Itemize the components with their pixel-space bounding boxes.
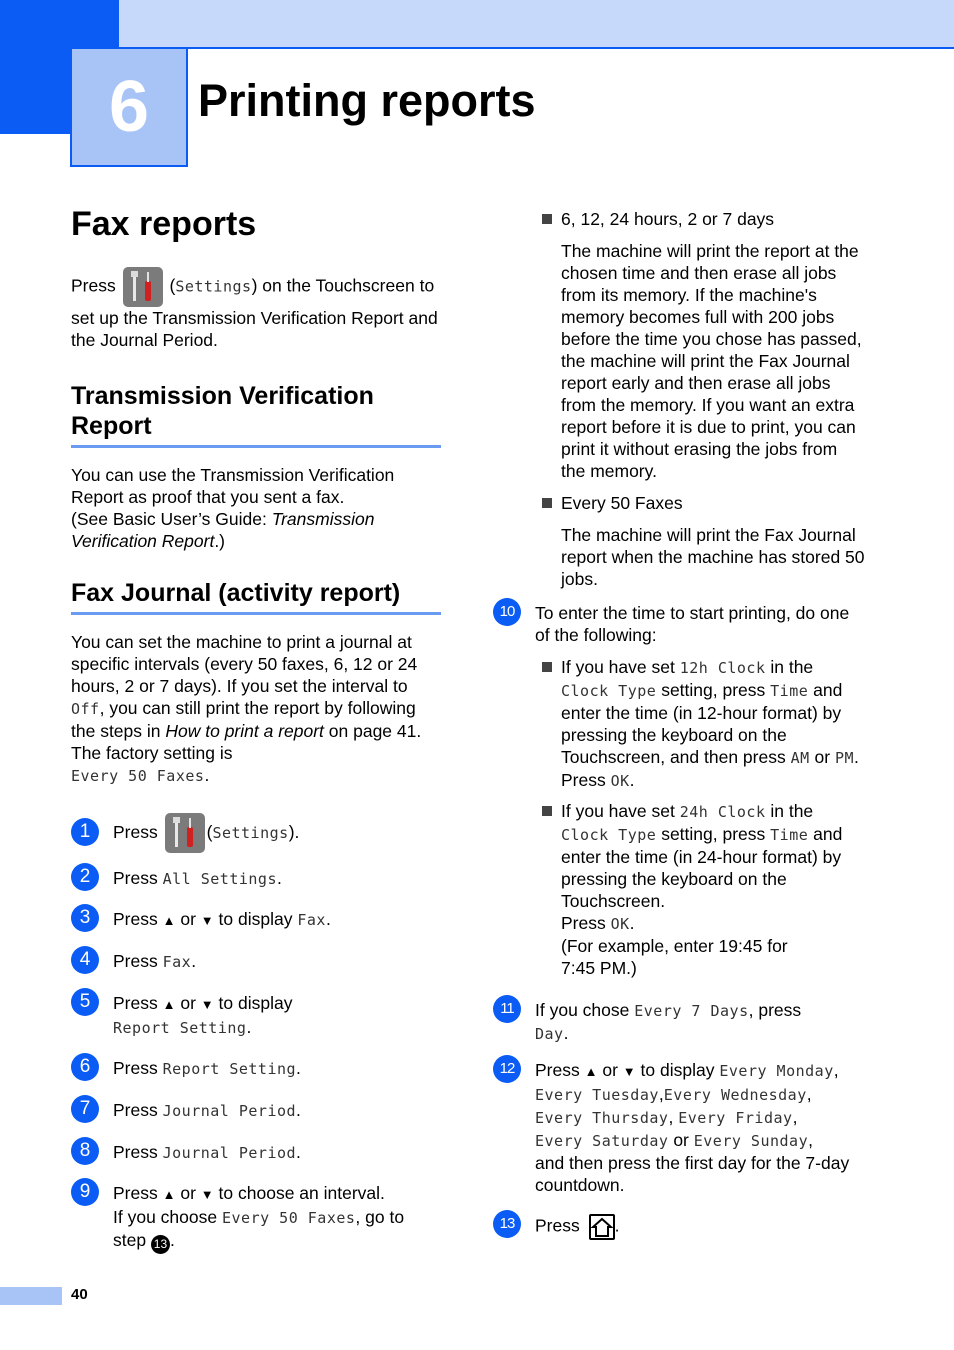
step-text: To enter the time to start printing, do one of the following: [535,603,850,645]
intro-press: Press [71,275,116,296]
step-1: 1 Press (Settings). [71,813,441,853]
t: If you have set [561,801,675,821]
bullet-title: 6, 12, 24 hours, 2 or 7 days [561,209,775,229]
journal-text-b: , you can still print the report by following the steps in [71,698,416,741]
code: Every Wednesday [663,1086,807,1104]
settings-icon [165,813,205,853]
bullet-title: Every 50 Faxes [561,493,683,513]
steps-right [493,602,865,1240]
step-code: Every 50 Faxes [221,1209,356,1228]
page-number: 40 [71,1286,88,1303]
chapter-title: Printing reports [198,75,536,126]
t: , [658,1084,664,1104]
tvr-text2-italic: Transmission Verification Report [71,509,375,551]
step-code: Fax [162,953,192,972]
step-number: 13 [493,1210,521,1238]
bullet-12h [542,656,865,792]
step-8 [71,1141,441,1164]
step-end: . [325,909,331,930]
t: and then press the first day for the 7-day countdown. [535,1153,850,1195]
t: Press [535,1060,580,1080]
step-text: Press [113,822,158,842]
intro-rest1: on the Touchscreen [262,275,415,296]
step-end: ). [288,822,300,842]
chapter-number: 6 [108,67,150,147]
step-or: or [180,993,196,1014]
step-2 [71,867,441,890]
t: , press [748,1000,802,1020]
code: AM [790,749,810,767]
step-number: 1 [71,818,99,846]
t: or [602,1060,618,1080]
code: OK [610,915,630,933]
code: Day [535,1025,564,1043]
journal-factory: Every 50 Faxes [71,767,205,785]
up-arrow-icon: ▲ [162,913,176,929]
step-number: 10 [493,598,521,626]
clock-bullets [542,656,865,979]
step-to: to display [218,993,293,1014]
step-text: Press [113,951,158,972]
section-title: Fax reports [71,205,257,243]
step-or: or [180,909,196,930]
code: Every Sunday [693,1132,809,1150]
step-6 [71,1057,441,1080]
left-column [71,203,441,1254]
step-code: Report Setting [113,1019,247,1038]
step-text: Press [113,1058,158,1079]
step-number: 8 [71,1137,99,1165]
down-arrow-icon: ▼ [200,1187,214,1203]
code: OK [610,772,630,790]
code: Clock Type [561,826,657,844]
down-arrow-icon: ▼ [200,997,214,1013]
t: to display [640,1060,715,1080]
intro-paragraph: Press (Settings) on the Touchscreen to set up the Transmission Verification Report and the Journal Period. [71,267,441,351]
t: Press [535,1215,580,1236]
bullet-24h [542,800,865,979]
step-number: 11 [493,995,521,1023]
step-12 [493,1059,865,1196]
step-9 [71,1182,441,1254]
down-arrow-icon: ▼ [622,1064,636,1079]
step-code: Report Setting [162,1060,297,1079]
step-end: . [246,1017,252,1038]
t: . [614,1215,620,1236]
t: , [668,1107,674,1127]
t: and enter the time (in 24-hour format) by pressing the keyboard on the Touchscreen. [561,824,843,911]
step-4 [71,950,441,973]
t: Press [561,913,606,933]
step-10 [493,602,865,979]
step-text: Press [113,868,158,889]
step-text: Press [113,1100,158,1121]
step-end: . [296,1058,301,1079]
t: If you chose [535,1000,630,1020]
step-line2b: , go to [355,1207,405,1228]
journal-paragraph [71,631,441,787]
code: Every Friday [678,1109,793,1127]
step-line2a: If you choose [113,1207,218,1228]
step-code: Journal Period [162,1102,297,1121]
step-code: Settings [212,824,289,842]
step-number: 4 [71,946,99,974]
step-number: 2 [71,863,99,891]
step-end: . [276,868,282,889]
t: in the [770,657,814,677]
code: Clock Type [561,682,657,700]
t: or [673,1130,689,1150]
header-light-band [119,0,954,49]
t: If you have set [561,657,675,677]
t: setting, press [661,824,766,844]
t: (For example, enter 19:45 for [561,936,788,956]
step-13 [493,1214,865,1240]
tvr-text2-end: .) [214,531,226,551]
step-number: 3 [71,904,99,932]
step-code: Journal Period [162,1144,297,1163]
t: setting, press [661,680,766,700]
tvr-paragraph [71,464,441,552]
up-arrow-icon: ▲ [162,1187,176,1203]
home-icon [589,1214,615,1240]
t: . [629,913,635,933]
intro-settings-label: Settings [175,277,252,296]
step-number: 7 [71,1095,99,1123]
chapter-number-box [70,49,188,167]
step-ref-badge: 13 [151,1235,170,1254]
step-number: 6 [71,1053,99,1081]
code: 12h Clock [679,659,766,677]
t: . [854,747,859,767]
footer-bar [0,1287,62,1305]
step-end: . [169,1230,175,1251]
step-end: . [296,1142,301,1163]
code: Time [770,682,809,700]
step-text: Press [113,1142,158,1163]
step-number: 9 [71,1178,99,1206]
step-code: All Settings [162,870,277,889]
t: . [563,1023,569,1043]
step-to: to choose an interval. [218,1183,385,1204]
journal-text-b-italic: How to print a report [165,721,324,741]
step-text: Press [113,1183,158,1204]
bullet-text: The machine will print the report at the chosen time and then erase all jobs from its memory. If the machine's memory becomes full with 200 jobs before the time you chose has passed, the machine will print the Fax Journal report early and then erase all jobs from the memory. If you want an extra report before it is due to print, you can print it without erasing the jobs from the memory. [561,241,862,481]
intro-rest2: to set up the Transmission Verification Report and the Journal Period. [71,275,438,350]
t: Press [561,770,606,790]
t: , [833,1060,839,1080]
up-arrow-icon: ▲ [584,1064,598,1079]
code: Every 7 Days [634,1002,749,1020]
down-arrow-icon: ▼ [200,913,214,929]
journal-heading: Fax Journal (activity report) [71,578,441,615]
step-line3: step [113,1230,147,1251]
tvr-text2: (See Basic User’s Guide: [71,509,272,529]
code: Every Thursday [535,1109,669,1127]
up-arrow-icon: ▲ [162,997,176,1013]
settings-icon [123,267,163,307]
step-end: . [191,951,197,972]
bullet-hours-days [542,208,865,482]
step-5 [71,992,441,1039]
t: 7:45 PM.) [561,958,637,978]
code: PM [834,749,855,767]
tvr-text1: You can use the Transmission Verification Report as proof that you sent a fax. [71,465,395,507]
code: Every Monday [719,1062,834,1080]
steps-left [71,813,441,1254]
interval-bullets [542,208,865,590]
code: Every Tuesday [535,1086,659,1104]
step-text: Press [113,909,158,930]
journal-dot: . [204,765,210,785]
t: , [792,1107,798,1127]
step-number: 12 [493,1055,521,1083]
t: , [806,1084,812,1104]
t: and enter the time (in 12-hour format) by pressing the keyboard on the Touchscreen, and then press [561,680,843,767]
step-end: . [296,1100,301,1121]
step-to: to display [218,909,293,930]
t: . [629,770,635,790]
t: , [808,1130,813,1150]
step-or: or [180,1183,196,1204]
journal-text-c: on page 41. The factory setting is [71,721,422,763]
code: Every Saturday [535,1132,669,1150]
bullet-text: The machine will print the Fax Journal report when the machine has stored 50 jobs. [561,525,865,589]
step-text: Press [113,993,158,1014]
journal-off: Off [71,700,100,718]
t: or [814,747,831,767]
step-7 [71,1099,441,1122]
step-11 [493,999,865,1045]
code: Time [770,826,809,844]
journal-text-a: You can set the machine to print a journal at specific intervals (every 50 faxes, 6, 12 or 24 hours, 2 or 7 days). If you set the interval to [71,632,418,696]
t: in the [770,801,814,821]
code: 24h Clock [679,803,766,821]
step-3 [71,908,441,932]
step-code: Fax [297,911,326,930]
step-number: 5 [71,988,99,1016]
right-column [493,208,865,1240]
tvr-heading: Transmission Verification Report [71,381,441,448]
bullet-50-faxes [542,492,865,590]
